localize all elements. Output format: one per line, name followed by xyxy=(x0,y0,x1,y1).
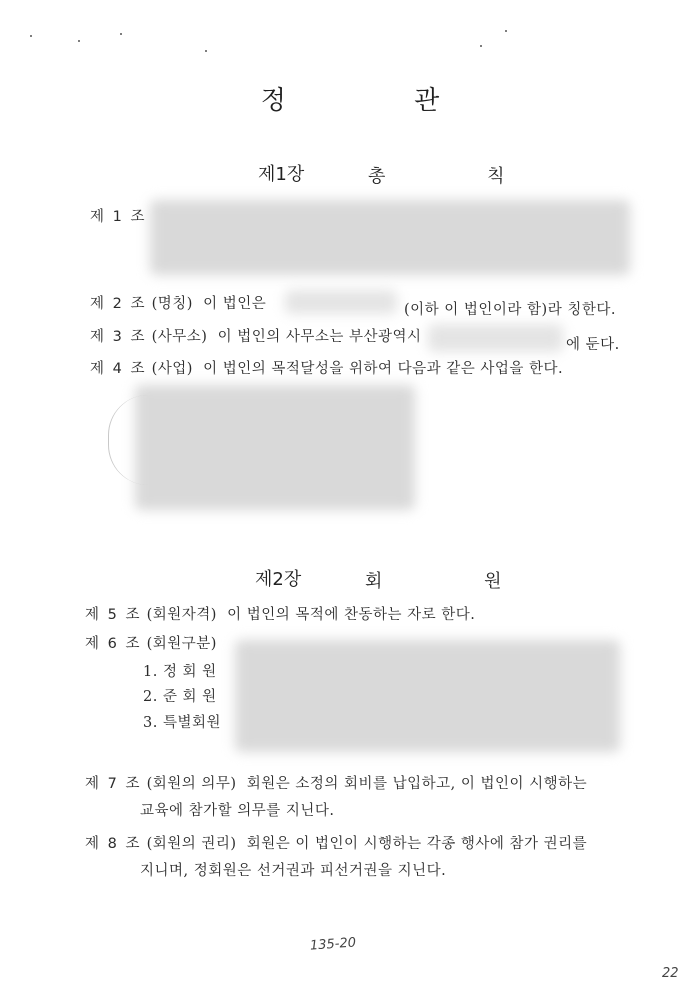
member-type-2: 2. 준 회 원 xyxy=(143,689,217,705)
article2-text-before: 이 법인은 xyxy=(203,296,267,312)
scan-speck xyxy=(505,30,507,32)
scan-speck xyxy=(480,45,482,47)
chapter2-title: 회 원 xyxy=(365,571,550,592)
article4-heading: (사업) xyxy=(151,361,193,377)
article5-label: 제 5 조 xyxy=(85,607,142,623)
article8-text-line2: 지니며, 정회원은 선거권과 피선거권을 지닌다. xyxy=(140,863,447,879)
scan-mark xyxy=(108,395,149,485)
chapter1-number: 제1장 xyxy=(258,164,305,185)
article8-line1 xyxy=(85,832,587,853)
article3-line xyxy=(90,325,422,346)
article4-line xyxy=(90,357,563,378)
chapter1-heading xyxy=(258,160,304,186)
scan-speck xyxy=(30,35,32,37)
article2-label: 제 2 조 xyxy=(90,296,147,312)
redacted-block xyxy=(150,200,630,275)
document-title: 정 관 xyxy=(260,86,500,116)
member-type-3: 3. 특별회원 xyxy=(143,715,221,731)
article7-label: 제 7 조 xyxy=(85,776,142,792)
article3-text-after: 에 둔다. xyxy=(566,337,620,353)
member-type-1: 1. 정 회 원 xyxy=(143,664,217,680)
article7-text-line2: 교육에 참가할 의무를 지닌다. xyxy=(140,803,335,819)
article6-line xyxy=(85,632,217,653)
article3-heading: (사무소) xyxy=(151,329,208,345)
chapter2-heading xyxy=(255,565,301,591)
article3-text-before: 이 법인의 사무소는 부산광역시 xyxy=(217,329,422,345)
article2-text-after: (이하 이 법인이라 함)라 칭한다. xyxy=(404,302,616,318)
chapter1-title: 총 칙 xyxy=(368,166,553,187)
article5-heading: (회원자격) xyxy=(146,607,217,623)
redacted-address xyxy=(428,324,563,352)
article6-label: 제 6 조 xyxy=(85,636,142,652)
scan-speck xyxy=(78,40,80,42)
article4-label: 제 4 조 xyxy=(90,361,147,377)
redacted-name xyxy=(285,290,397,314)
redacted-business-list xyxy=(135,385,415,510)
article7-line1 xyxy=(85,772,587,793)
article8-text-line1: 회원은 이 법인이 시행하는 각종 행사에 참가 권리를 xyxy=(246,836,588,852)
article7-heading: (회원의 의무) xyxy=(146,776,237,792)
article3-label: 제 3 조 xyxy=(90,329,147,345)
article5-line xyxy=(85,603,475,624)
article4-text: 이 법인의 목적달성을 위하여 다음과 같은 사업을 한다. xyxy=(203,361,564,377)
article7-text-line1: 회원은 소정의 회비를 납입하고, 이 법인이 시행하는 xyxy=(246,776,588,792)
scan-speck xyxy=(205,50,207,52)
article1-label: 제 1 조 xyxy=(90,209,147,225)
article2-heading: (명칭) xyxy=(151,296,193,312)
article8-label: 제 8 조 xyxy=(85,836,142,852)
redacted-member-descriptions xyxy=(235,640,620,752)
article2-line xyxy=(90,292,266,313)
article6-heading: (회원구분) xyxy=(146,636,217,652)
handwritten-page-note: 135-20 xyxy=(309,935,357,954)
scan-speck xyxy=(120,33,122,35)
corner-page-number: 22 xyxy=(662,966,679,981)
chapter2-number: 제2장 xyxy=(255,569,302,590)
article8-heading: (회원의 권리) xyxy=(146,836,237,852)
article5-text: 이 법인의 목적에 찬동하는 자로 한다. xyxy=(227,607,476,623)
